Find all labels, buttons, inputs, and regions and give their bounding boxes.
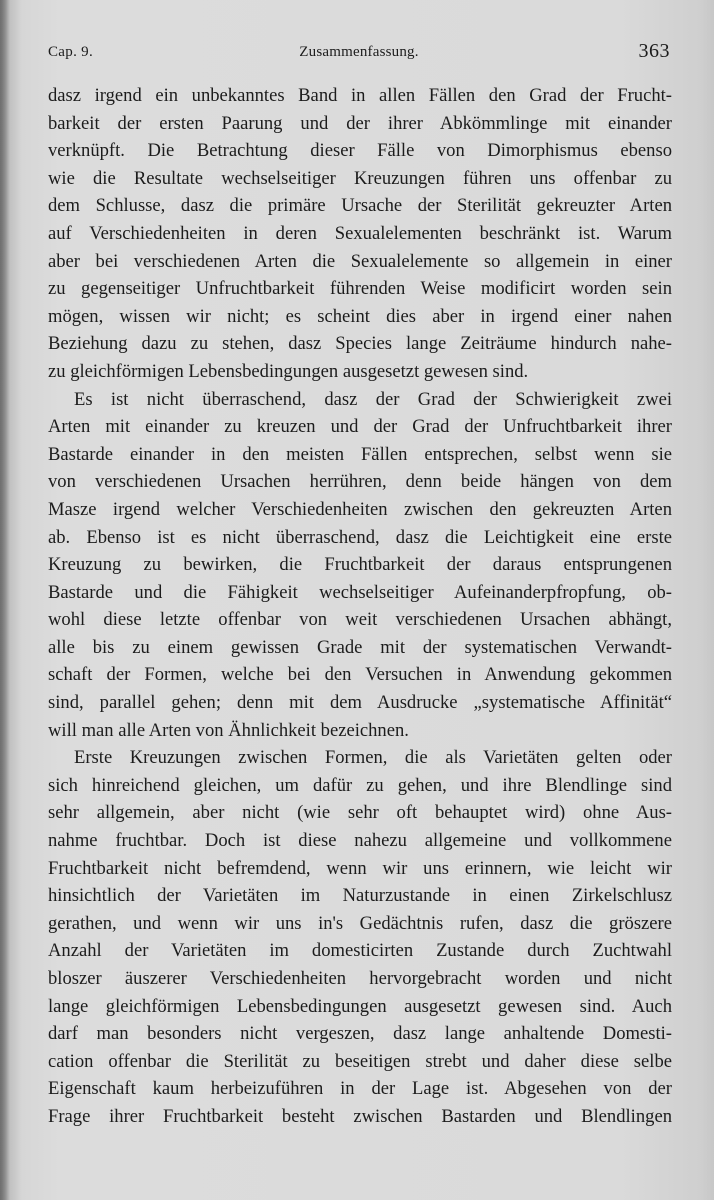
text-line: schaft der Formen, welche bei den Versuchen in Anwendung gekommen [48, 664, 672, 686]
text-line: dasz irgend ein unbekanntes Band in allen Fällen den Grad der Frucht- [48, 85, 672, 106]
page-gutter-shadow [0, 0, 10, 1200]
text-line: hinsichtlich der Varietäten im Naturzustande in einen Zirkelschlusz [48, 885, 672, 907]
text-line: sind, parallel gehen; denn mit dem Ausdrucke „systematische Affinität“ [48, 692, 672, 714]
text-line: auf Verschiedenheiten in deren Sexualelementen beschränkt ist. Warum [48, 222, 672, 244]
text-line: dem Schlusse, dasz die primäre Ursache der Sterilität gekreuzter Arten [48, 195, 672, 217]
chapter-label: Cap. 9. [48, 44, 94, 60]
text-line: Eigenschaft kaum herbeizuführen in der Lage ist. Abgesehen von der [48, 1078, 672, 1100]
text-line: Masze irgend welcher Verschiedenheiten zwischen den gekreuzten Arten [48, 498, 672, 520]
text-line: Kreuzung zu bewirken, die Fruchtbarkeit der daraus entsprungenen [48, 554, 672, 576]
text-line: Frage ihrer Fruchtbarkeit besteht zwischen Bastarden und Blendlingen [48, 1105, 672, 1127]
text-line: bloszer äuszerer Verschiedenheiten hervorgebracht worden und nicht [48, 968, 672, 989]
text-line: ab. Ebenso ist es nicht überraschend, dasz die Leichtigkeit eine erste [48, 526, 672, 548]
running-header [48, 38, 670, 68]
text-line: nahme fruchtbar. Doch ist diese nahezu allgemeine und vollkommene [48, 830, 672, 852]
text-line: gerathen, und wenn wir uns in's Gedächtnis rufen, dasz die gröszere [48, 912, 672, 934]
text-line: Fruchtbarkeit nicht befremdend, wenn wir uns erinnern, wie leicht wir [48, 857, 672, 879]
text-line: zu gleichförmigen Lebensbedingungen ausgesetzt gewesen sind. [48, 360, 529, 382]
text-line: darf man besonders nicht vergeszen, dasz lange anhaltende Domesti- [48, 1023, 672, 1045]
text-line: mögen, wissen wir nicht; es scheint dies aber in irgend einer nahen [48, 305, 672, 327]
text-line: aber bei verschiedenen Arten die Sexualelemente so allgemein in einer [48, 250, 672, 272]
text-line: Bastarde einander in den meisten Fällen entsprechen, selbst wenn sie [48, 443, 672, 465]
text-line: lange gleichförmigen Lebensbedingungen ausgesetzt gewesen sind. Auch [48, 995, 672, 1017]
text-line: verknüpft. Die Betrachtung dieser Fälle von Dimorphismus ebenso [48, 140, 672, 162]
paragraph-2 [48, 386, 672, 745]
text-line: Bastarde und die Fähigkeit wechselseitiger Aufeinanderpfropfung, ob- [48, 581, 672, 603]
text-line: Anzahl der Varietäten im domesticirten Zustande durch Zuchtwahl [48, 940, 672, 962]
text-line: wohl diese letzte offenbar von weit verschiedenen Ursachen abhängt, [48, 609, 672, 631]
text-line: Erste Kreuzungen zwischen Formen, die als Varietäten gelten oder [74, 747, 672, 769]
text-line: cation offenbar die Sterilität zu beseitigen strebt und daher diese selbe [48, 1050, 672, 1072]
text-line: Es ist nicht überraschend, dasz der Grad der Schwierigkeit zwei [74, 388, 672, 410]
body-text [48, 82, 672, 1131]
text-line: sich hinreichend gleichen, um dafür zu gehen, und ihre Blendlinge sind [48, 774, 672, 796]
text-line: Arten mit einander zu kreuzen und der Grad der Unfruchtbarkeit ihrer [48, 416, 672, 438]
text-line: Beziehung dazu zu stehen, dasz Species lange Zeiträume hindurch nahe- [48, 333, 672, 355]
paragraph-1 [48, 82, 672, 386]
text-line: barkeit der ersten Paarung und der ihrer Abkömmlinge mit einander [48, 112, 672, 134]
text-line: wie die Resultate wechselseitiger Kreuzungen führen uns offenbar zu [48, 167, 672, 189]
paragraph-3 [48, 744, 672, 1130]
text-line: alle bis zu einem gewissen Grade mit der systematischen Verwandt- [48, 636, 672, 658]
text-line: will man alle Arten von Ähnlichkeit bezeichnen. [48, 719, 409, 741]
text-line: sehr allgemein, aber nicht (wie sehr oft behauptet wird) ohne Aus- [48, 802, 672, 824]
running-title: Zusammenfassung. [299, 44, 419, 60]
page-number: 363 [638, 40, 670, 62]
text-line: zu gegenseitiger Unfruchtbarkeit führenden Weise modificirt worden sein [48, 278, 672, 300]
text-line: von verschiedenen Ursachen herrühren, denn beide hängen von dem [48, 471, 672, 493]
